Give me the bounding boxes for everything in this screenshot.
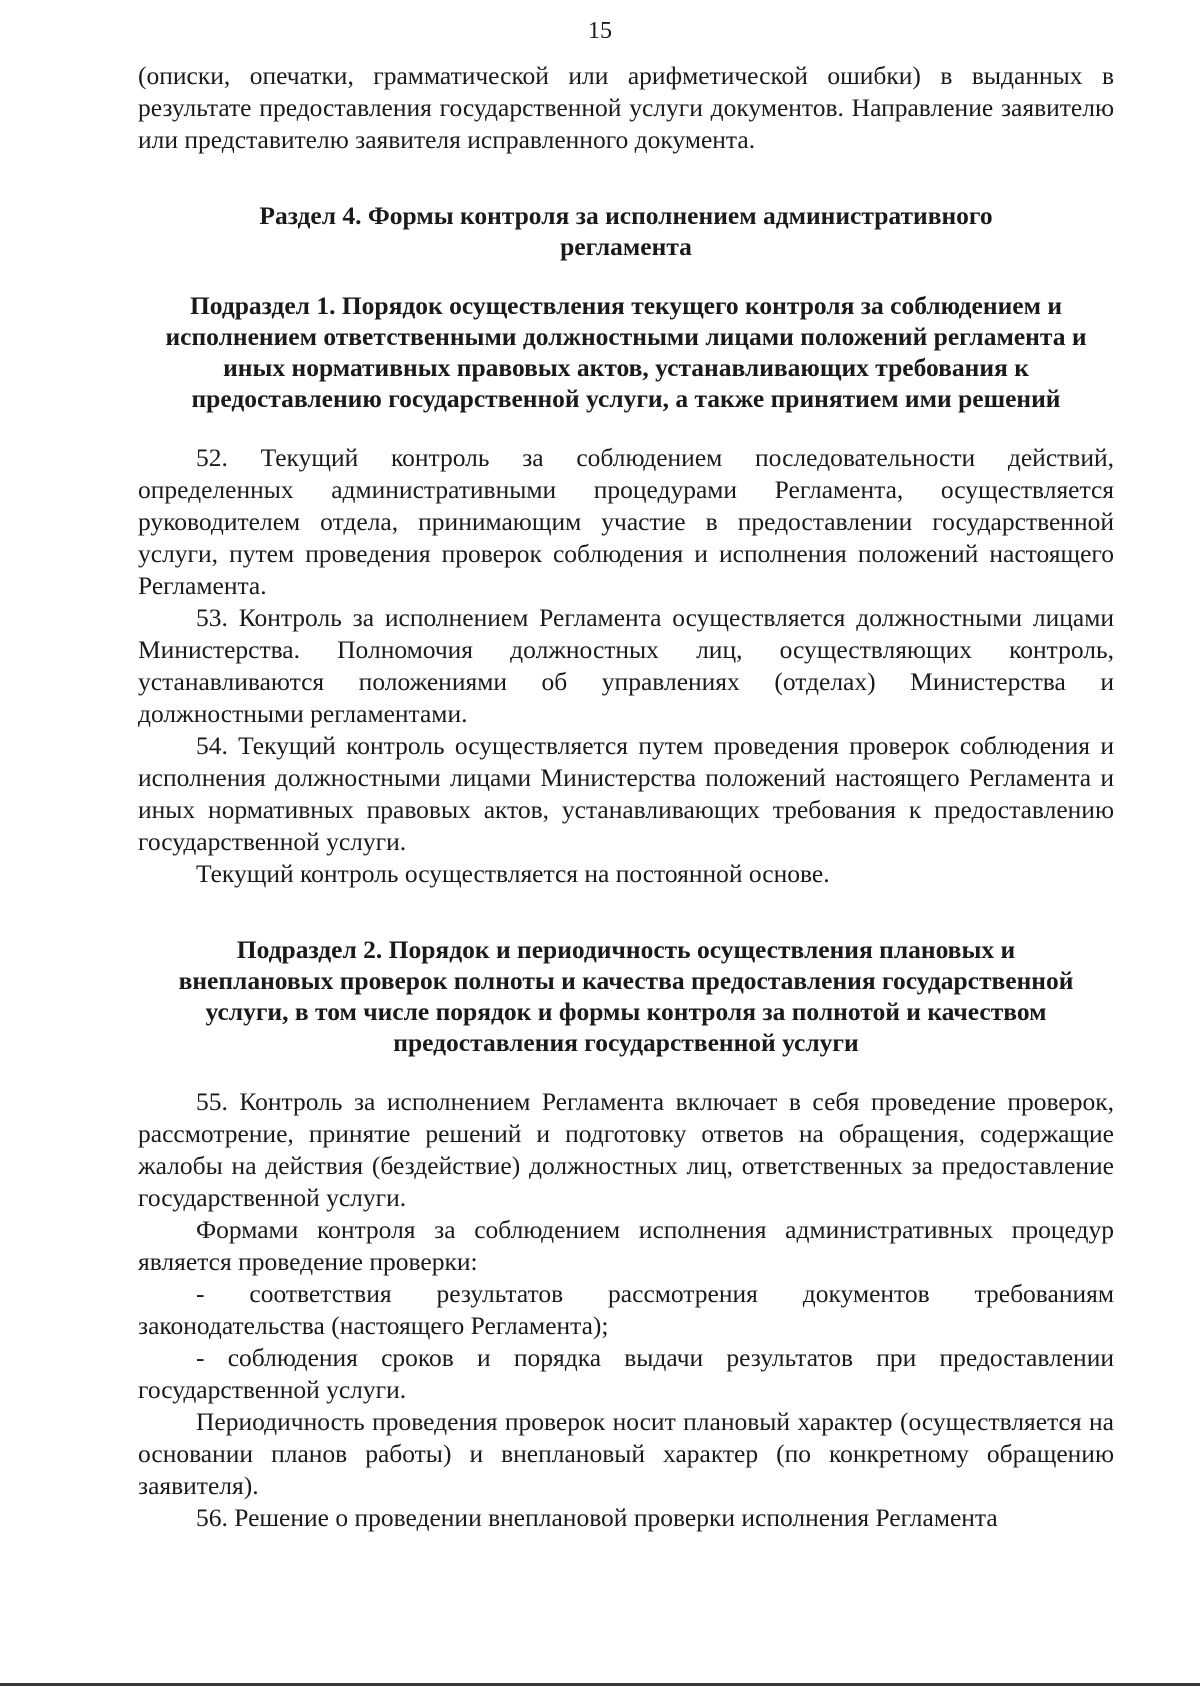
paragraph-54-continuation: Текущий контроль осуществляется на постоянной основе. [196,859,830,888]
paragraph-55-forms: Формами контроля за соблюдением исполнения административных процедур является проведение проверки: [138,1215,1114,1276]
paragraph-53: 53. Контроль за исполнением Регламента осуществляется должностными лицами Министерства. Полномочия должностных лиц, осуществляющих контроль, устанавливаются положениями об управлениях (отделах) Министерства и должностными регламентами. [138,603,1114,728]
paragraph-52: 52. Текущий контроль за соблюдением последовательности действий, определенных административными процедурами Регламента, осуществляется руководителем отдела, принимающим участие в предоставлении государственной услуги, путем проведения проверок соблюдения и исполнения положений настоящего Регламента. [138,443,1114,600]
paragraph-55-item-2: - соблюдения сроков и порядка выдачи результатов при предоставлении государственной услуги. [138,1343,1114,1404]
paragraph-55-periodicity: Периодичность проведения проверок носит плановый характер (осуществляется на основании планов работы) и внеплановый характер (по конкретному обращению заявителя). [138,1407,1114,1500]
paragraph-55: 55. Контроль за исполнением Регламента включает в себя проведение проверок, рассмотрение, принятие решений и подготовку ответов на обращения, содержащие жалобы на действия (бездействие) должностных лиц, ответственных за предоставление государственной услуги. [138,1087,1114,1212]
section-title: Раздел 4. Формы контроля за исполнением административного регламента [259,201,993,261]
subsection-2-title: Подраздел 2. Порядок и периодичность осуществления плановых и внеплановых проверок полноты и качества предоставления государственной услуги, в том числе порядок и формы контроля за полнотой и качеством предоставления государственной услуги [178,935,1074,1057]
scan-bottom-edge [0,1683,1200,1686]
paragraph-56: 56. Решение о проведении внеплановой проверки исполнения Регламента [196,1503,998,1532]
document-body [138,60,1114,1534]
paragraph-55-item-1: - соответствия результатов рассмотрения документов требованиям законодательства (настоящего Регламента); [138,1279,1114,1340]
paragraph-54: 54. Текущий контроль осуществляется путем проведения проверок соблюдения и исполнения должностными лицами Министерства положений настоящего Регламента и иных нормативных правовых актов, устанавливающих требования к предоставлению государственной услуги. [138,731,1114,856]
top-paragraph: (описки, опечатки, грамматической или арифметической ошибки) в выданных в результате предоставления государственной услуги документов. Направление заявителю или представителю заявителя исправленного документа. [138,61,1114,154]
page-number: 15 [588,18,612,44]
subsection-1-title: Подраздел 1. Порядок осуществления текущего контроля за соблюдением и исполнением ответственными должностными лицами положений регламента и иных нормативных правовых актов, устанавливающих требования к предоставлению государственной услуги, а также принятием ими решений [165,291,1087,413]
